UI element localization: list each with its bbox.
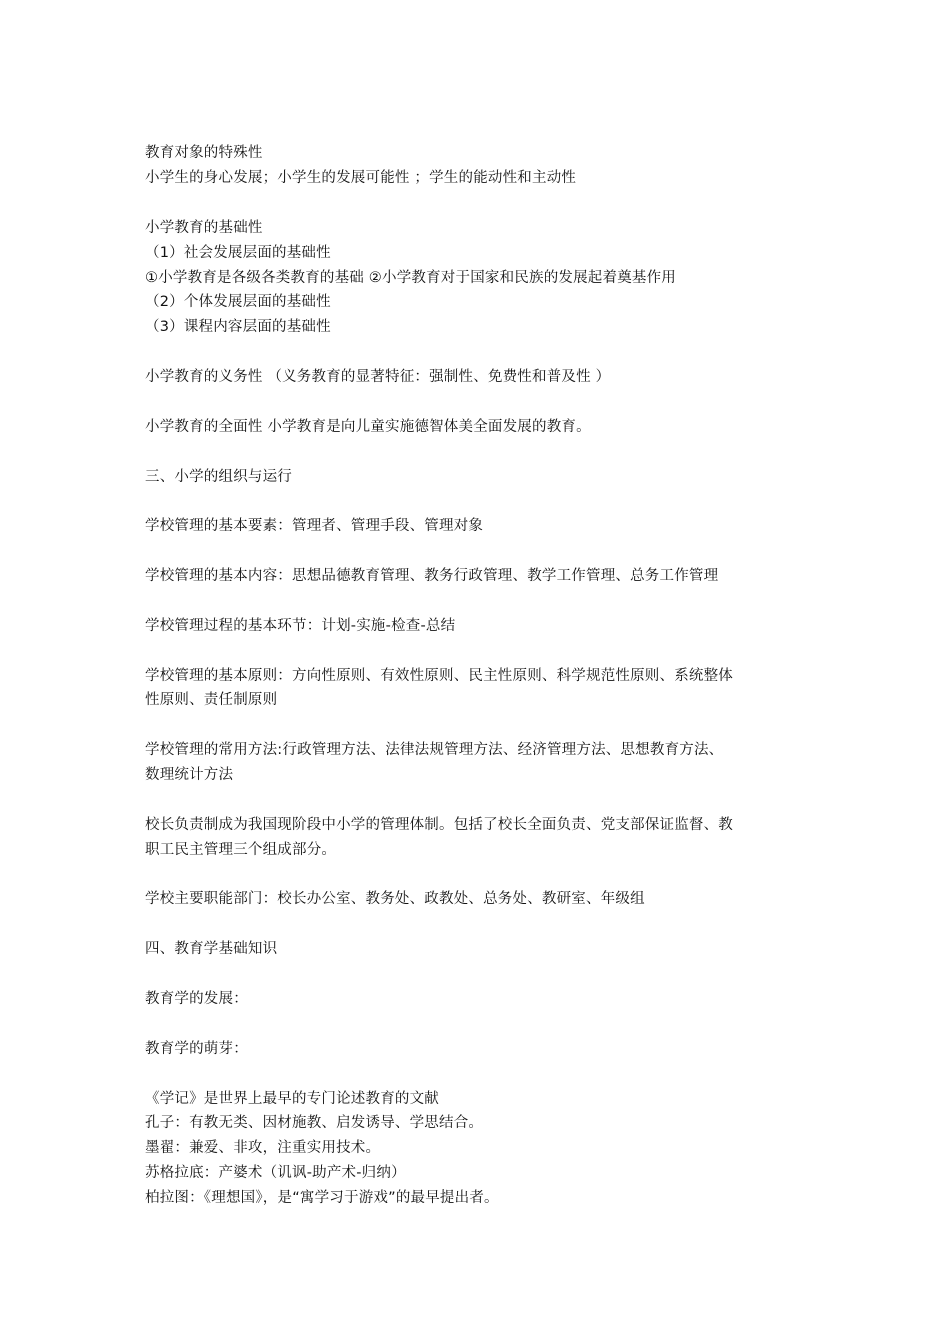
text-line: 苏格拉底：产婆术（讥讽-助产术-归纳） (145, 1165, 406, 1181)
text-line: 教育学的萌芽： (145, 1041, 248, 1057)
text-line: 小学生的身心发展；小学生的发展可能性 ；学生的能动性和主动性 (145, 170, 577, 186)
heading-foundational: 小学教育的基础性 (145, 220, 263, 236)
text-line: 校长负责制成为我国现阶段中小学的管理体制。包括了校长全面负责、党支部保证监督、教 (145, 817, 733, 833)
text-line: 性原则、责任制原则 (145, 692, 278, 708)
text-line: 学校管理的基本内容：思想品德教育管理、教务行政管理、教学工作管理、总务工作管理 (145, 568, 719, 584)
text-line: （2）个体发展层面的基础性 (145, 294, 331, 310)
text-line: 职工民主管理三个组成部分。 (145, 842, 337, 858)
text-line: 柏拉图：《理想国》，是“寓学习于游戏”的最早提出者。 (145, 1190, 499, 1206)
text-line: （3）课程内容层面的基础性 (145, 319, 331, 335)
text-line: 数理统计方法 (145, 767, 234, 783)
text-line: 学校管理的基本原则：方向性原则、有效性原则、民主性原则、科学规范性原则、系统整体 (145, 668, 733, 684)
text-line: ①小学教育是各级各类教育的基础 ②小学教育对于国家和民族的发展起着奠基作用 (145, 270, 677, 286)
text-line: 小学教育的义务性 （义务教育的显著特征：强制性、免费性和普及性 ） (145, 369, 611, 385)
section-heading-3: 三、小学的组织与运行 (145, 469, 292, 485)
text-line: 学校管理的基本要素：管理者、管理手段、管理对象 (145, 518, 484, 534)
text-line: 学校主要职能部门：校长办公室、教务处、政教处、总务处、教研室、年级组 (145, 891, 645, 907)
text-line: 教育学的发展： (145, 991, 248, 1007)
text-line: 《学记》是世界上最早的专门论述教育的文献 (145, 1091, 439, 1107)
heading-education-object: 教育对象的特殊性 (145, 145, 263, 161)
text-line: （1）社会发展层面的基础性 (145, 245, 331, 261)
text-line: 学校管理过程的基本环节：计划-实施-检查-总结 (145, 618, 456, 634)
text-line: 墨翟：兼爱、非攻，注重实用技术。 (145, 1140, 381, 1156)
section-heading-4: 四、教育学基础知识 (145, 941, 278, 957)
text-line: 小学教育的全面性 小学教育是向儿童实施德智体美全面发展的教育。 (145, 419, 591, 435)
text-line: 孔子：有教无类、因材施教、启发诱导、学思结合。 (145, 1115, 484, 1131)
text-line: 学校管理的常用方法:行政管理方法、法律法规管理方法、经济管理方法、思想教育方法、 (145, 742, 724, 758)
